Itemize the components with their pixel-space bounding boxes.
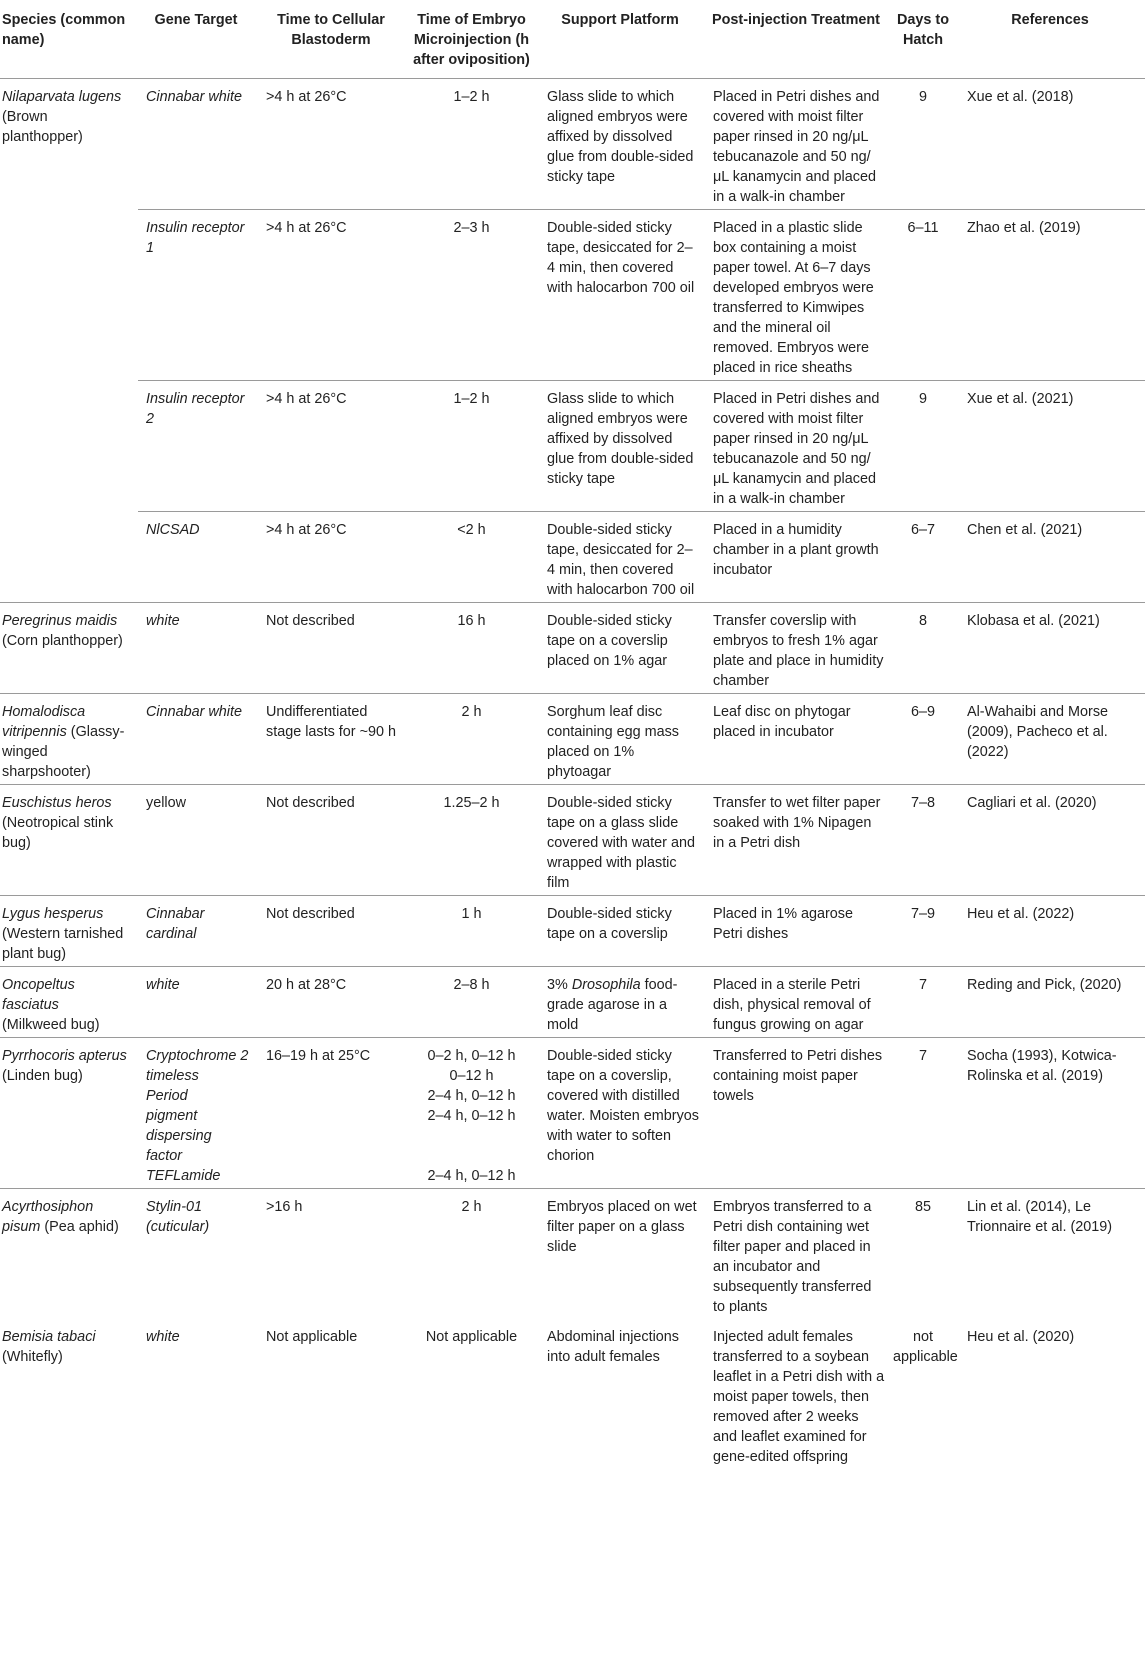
blastoderm-cell: >4 h at 26°C <box>266 89 347 105</box>
gene-cell: Insulin receptor 2 <box>138 381 258 512</box>
refs-cell: Cagliari et al. (2020) <box>959 785 1145 896</box>
common-name: (Corn planthopper) <box>2 633 123 649</box>
table-row <box>0 210 1145 381</box>
species-cell-empty <box>0 381 138 512</box>
platform-text-post: food-grade agarose in a mold <box>547 977 678 1033</box>
injection-cell: 2 h <box>408 694 539 785</box>
header-injection-time: Time of Embryo Microinjection (h after oviposition) <box>408 0 539 79</box>
treatment-cell: Transfer coverslip with embryos to fresh 1% agar plate and place in humidity chamber <box>705 603 891 694</box>
header-support-platform: Support Platform <box>539 0 705 79</box>
injection-cell: 16 h <box>408 603 539 694</box>
species-cell <box>0 603 138 694</box>
species-cell <box>0 1319 138 1469</box>
species-cell <box>0 79 138 210</box>
header-gene-target: Gene Target <box>138 0 258 79</box>
species-cell-empty <box>0 210 138 381</box>
table-row <box>0 785 1145 896</box>
treatment-cell: Injected adult females transferred to a soybean leaflet in a Petri dish with a moist paper towels, then removed after 2 weeks and leaflet examined for gene-edited offspring <box>713 1329 885 1465</box>
common-name: (Brown planthopper) <box>2 109 83 145</box>
treatment-cell: Placed in Petri dishes and covered with moist filter paper rinsed in 20 ng/μL tebucanazole and 50 ng/μL kanamycin and placed in a walk-in chamber <box>713 89 880 205</box>
gene-cell: white <box>138 603 258 694</box>
gene-cell: yellow <box>138 785 258 896</box>
blastoderm-cell: >4 h at 26°C <box>258 381 408 512</box>
days-cell: 7 <box>891 1038 959 1189</box>
species-cell-empty <box>0 512 138 603</box>
table-row <box>0 512 1145 603</box>
blastoderm-cell: >16 h <box>258 1189 408 1320</box>
days-cell: 85 <box>891 1189 959 1320</box>
species-name: Peregrinus maidis <box>2 613 118 629</box>
platform-text-italic: Drosophila <box>571 977 641 993</box>
injection-cell: <2 h <box>408 512 539 603</box>
treatment-cell: Placed in a sterile Petri dish, physical removal of fungus growing on agar <box>705 967 891 1038</box>
platform-cell: Double-sided sticky tape on a coverslip placed on 1% agar <box>539 603 705 694</box>
species-name: Lygus hesperus <box>2 906 104 922</box>
gene-cell: Cinnabar cardinal <box>138 896 258 967</box>
common-name: (Western tarnished plant bug) <box>2 926 124 962</box>
gene-cell: Cinnabar white <box>138 694 258 785</box>
blastoderm-cell: Undifferentiated stage lasts for ~90 h <box>258 694 408 785</box>
gene-line: timeless <box>146 1068 199 1084</box>
injection-cell: Not applicable <box>425 1329 518 1345</box>
injection-cell: 2–3 h <box>408 210 539 381</box>
common-name: (Pea aphid) <box>44 1219 119 1235</box>
days-cell: 8 <box>891 603 959 694</box>
injection-cell <box>408 1038 539 1189</box>
treatment-cell: Transferred to Petri dishes containing moist paper towels <box>705 1038 891 1189</box>
treatment-cell: Embryos transferred to a Petri dish containing wet filter paper and placed in an incubator and subsequently transferred to plants <box>705 1189 891 1320</box>
refs-cell: Chen et al. (2021) <box>959 512 1145 603</box>
treatment-cell: Placed in Petri dishes and covered with moist filter paper rinsed in 20 ng/μL tebucanazole and 50 ng/μL kanamycin and placed in a walk-in chamber <box>705 381 891 512</box>
days-cell: 9 <box>918 89 927 105</box>
refs-cell: Zhao et al. (2019) <box>959 210 1145 381</box>
gene-line: Period <box>146 1088 188 1104</box>
injection-line: 2–4 h, 0–12 h <box>427 1108 516 1124</box>
blastoderm-cell: Not described <box>258 896 408 967</box>
days-cell: 7–9 <box>891 896 959 967</box>
days-cell: 9 <box>891 381 959 512</box>
gene-cell: white <box>146 1329 180 1345</box>
injection-cell: 2 h <box>408 1189 539 1320</box>
table-row <box>0 1038 1145 1189</box>
table-row <box>0 694 1145 785</box>
blastoderm-cell: >4 h at 26°C <box>258 210 408 381</box>
days-cell: 7–8 <box>891 785 959 896</box>
platform-cell: Abdominal injections into adult females <box>547 1329 679 1365</box>
species-cell <box>0 785 138 896</box>
blastoderm-cell: 16–19 h at 25°C <box>258 1038 408 1189</box>
species-name: Bemisia tabaci <box>2 1329 96 1345</box>
platform-cell: Double-sided sticky tape, desiccated for 2–4 min, then covered with halocarbon 700 oil <box>539 512 705 603</box>
gene-cell: NlCSAD <box>138 512 258 603</box>
injection-cell: 2–8 h <box>408 967 539 1038</box>
species-cell <box>0 967 138 1038</box>
platform-cell: Double-sided sticky tape, desiccated for 2–4 min, then covered with halocarbon 700 oil <box>539 210 705 381</box>
refs-cell: Socha (1993), Kotwica-Rolinska et al. (2019) <box>959 1038 1145 1189</box>
table-row <box>0 1189 1145 1320</box>
platform-cell: Double-sided sticky tape on a coverslip <box>539 896 705 967</box>
blastoderm-cell: Not applicable <box>266 1329 358 1345</box>
treatment-cell: Placed in a plastic slide box containing a moist paper towel. At 6–7 days developed embryos were transferred to Kimwipes and the mineral oil removed. Embryos were placed in rice sheaths <box>705 210 891 381</box>
days-cell: 6–9 <box>891 694 959 785</box>
table-row <box>0 79 1145 210</box>
gene-line: Cryptochrome 2 <box>146 1048 249 1064</box>
platform-cell: Embryos placed on wet filter paper on a glass slide <box>539 1189 705 1320</box>
days-cell: not applicable <box>893 1329 958 1365</box>
species-name: Euschistus heros <box>2 795 112 811</box>
table-row <box>0 603 1145 694</box>
species-name: Homalodisca vitripennis <box>2 704 86 740</box>
species-name: Nilaparvata lugens <box>2 89 122 105</box>
table-row <box>0 896 1145 967</box>
refs-cell: Heu et al. (2020) <box>967 1329 1075 1345</box>
common-name: (Linden bug) <box>2 1068 83 1084</box>
species-name: Pyrrhocoris apterus <box>2 1048 127 1064</box>
header-row <box>0 0 1145 79</box>
gene-line: TEFLamide <box>146 1168 221 1184</box>
injection-cell: 1–2 h <box>408 381 539 512</box>
table-row <box>0 967 1145 1038</box>
header-days-to-hatch: Days to Hatch <box>891 0 959 79</box>
injection-line: 0–12 h <box>449 1068 494 1084</box>
common-name: (Milkweed bug) <box>2 1017 100 1033</box>
days-cell: 6–7 <box>891 512 959 603</box>
table-row <box>0 381 1145 512</box>
treatment-cell: Leaf disc on phytogar placed in incubator <box>705 694 891 785</box>
platform-cell: Glass slide to which aligned embryos were affixed by dissolved glue from double-sided sticky tape <box>539 381 705 512</box>
treatment-cell: Transfer to wet filter paper soaked with 1% Nipagen in a Petri dish <box>705 785 891 896</box>
refs-cell: Xue et al. (2021) <box>959 381 1145 512</box>
refs-cell: Klobasa et al. (2021) <box>959 603 1145 694</box>
injection-line: 2–4 h, 0–12 h <box>427 1168 516 1184</box>
species-cell <box>0 896 138 967</box>
platform-cell: Sorghum leaf disc containing egg mass placed on 1% phytoagar <box>539 694 705 785</box>
common-name: (Neotropical stink bug) <box>2 815 114 851</box>
injection-cell: 1–2 h <box>453 89 490 105</box>
refs-cell: Reding and Pick, (2020) <box>959 967 1145 1038</box>
gene-cell: white <box>138 967 258 1038</box>
treatment-cell: Placed in a humidity chamber in a plant growth incubator <box>705 512 891 603</box>
common-name: (Glassy-winged sharpshooter) <box>2 724 125 780</box>
header-post-injection: Post-injection Treatment <box>705 0 891 79</box>
refs-cell: Heu et al. (2022) <box>959 896 1145 967</box>
table-row <box>0 1319 1145 1469</box>
refs-cell: Al-Wahaibi and Morse (2009), Pacheco et al. (2022) <box>959 694 1145 785</box>
species-cell <box>0 1038 138 1189</box>
blastoderm-cell: Not described <box>258 603 408 694</box>
platform-cell: Glass slide to which aligned embryos were affixed by dissolved glue from double-sided sticky tape <box>547 89 694 185</box>
header-species: Species (common name) <box>0 0 138 79</box>
platform-cell <box>539 967 705 1038</box>
blastoderm-cell: >4 h at 26°C <box>258 512 408 603</box>
gene-cell <box>138 1038 258 1189</box>
blastoderm-cell: 20 h at 28°C <box>258 967 408 1038</box>
injection-line: 2–4 h, 0–12 h <box>427 1088 516 1104</box>
blastoderm-cell: Not described <box>258 785 408 896</box>
gene-line: dispersing <box>146 1128 212 1144</box>
injection-line <box>410 1146 533 1166</box>
gene-line: pigment <box>146 1108 198 1124</box>
header-blastoderm: Time to Cellular Blastoderm <box>258 0 408 79</box>
gene-cell: Cinnabar white <box>146 89 242 105</box>
platform-text-pre: 3% <box>547 977 572 993</box>
gene-line: factor <box>146 1148 182 1164</box>
species-cell <box>0 1189 138 1320</box>
common-name: (Whitefly) <box>2 1349 63 1365</box>
refs-cell: Lin et al. (2014), Le Trionnaire et al. (2019) <box>959 1189 1145 1320</box>
species-name: Oncopeltus fasciatus <box>2 977 75 1013</box>
platform-cell: Double-sided sticky tape on a glass slide covered with water and wrapped with plastic film <box>539 785 705 896</box>
species-name: Acyrthosiphon pisum <box>2 1199 94 1235</box>
injection-cell: 1.25–2 h <box>408 785 539 896</box>
gene-cell: Stylin-01 (cuticular) <box>138 1189 258 1320</box>
gene-cell: Insulin receptor 1 <box>138 210 258 381</box>
treatment-cell: Placed in 1% agarose Petri dishes <box>705 896 891 967</box>
days-cell: 6–11 <box>891 210 959 381</box>
platform-cell: Double-sided sticky tape on a coverslip, covered with distilled water. Moisten embryos with water to soften chorion <box>539 1038 705 1189</box>
refs-cell: Xue et al. (2018) <box>967 89 1074 105</box>
injection-line: 0–2 h, 0–12 h <box>427 1048 516 1064</box>
species-cell <box>0 694 138 785</box>
header-references: References <box>959 0 1145 79</box>
days-cell: 7 <box>891 967 959 1038</box>
injection-cell: 1 h <box>408 896 539 967</box>
injection-line <box>410 1126 533 1146</box>
